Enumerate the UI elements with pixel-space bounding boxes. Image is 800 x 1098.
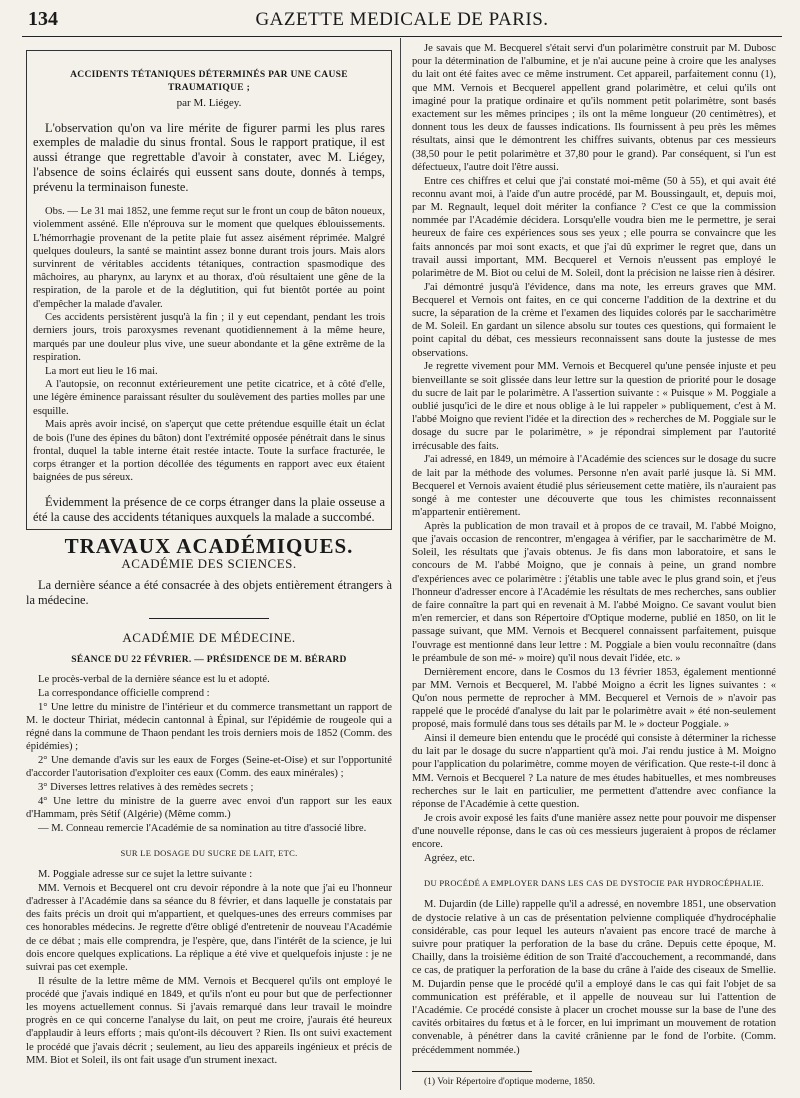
paragraph: Je crois avoir exposé les faits d'une manière assez nette pour pouvoir me dispenser d'une nouvelle réponse, dans le cas où ces messieurs jugeraient à propos de réclamer encore.	[412, 812, 776, 851]
section-rule	[149, 618, 269, 619]
paragraph: 3° Diverses lettres relatives à des remèdes secrets ;	[38, 781, 254, 793]
subsection-heading-sciences: ACADÉMIE DES SCIENCES.	[121, 556, 297, 572]
footnote: (1) Voir Répertoire d'optique moderne, 1850.	[424, 1076, 596, 1087]
left-column	[26, 42, 392, 1092]
subsection-heading-medecine: ACADÉMIE DE MÉDECINE.	[122, 629, 296, 645]
paragraph: M. Poggiale adresse sur ce sujet la lettre suivante :	[38, 869, 253, 880]
paragraph: La mort eut lieu le 16 mai.	[45, 365, 158, 377]
paragraph: 4° Une lettre du ministre de la guerre avec envoi d'un rapport sur les eaux d'Hammam, près Sétif (Algérie) (Même comm.)	[26, 795, 392, 820]
article-title: ACCIDENTS TÉTANIQUES DÉTERMINÉS PAR UNE CAUSE TRAUMATIQUE ;	[70, 70, 348, 94]
paragraph: Je regrette vivement pour MM. Vernois et Becquerel qu'une pensée injuste et peu bienveillante se soit glissée dans leur lettre sur la question de priorité pour le dosage du sucre de lait par le polarimètre. A l'assertion suivante : « Puisque » M. Poggiale a oublié jusqu'ici de le dire et nous oblige à le lui rappeler » publiquement, c'est à M. l'abbé Moigno que revient l'idée et la direction des » recherches de M. Poggiale sur le dosage du sucre par le polarimètre, » je répondrai simplement par l'autorité irrécusable des faits.	[412, 361, 776, 452]
article-intro: L'observation qu'on va lire mérite de figurer parmi les plus rares exemples de maladie du sinus frontal. Sous le rapport pratique, il est aussi étrange que regrettable d'avoir à constater, avec M. Liégey, l'absence de soins éclairés qui eussent sans doute, donnés à temps, prévenu la terminaison funeste.	[33, 120, 385, 194]
paragraph: Je savais que M. Becquerel s'était servi d'un polarimètre construit par M. Dubosc pour la détermination de l'albumine, et je n'ai aucune peine à croire que les analyses du lait ont été faites avec ce même instrument. Cet appareil, parfaitement connu (1), que MM. Vernois et Becquerel appellent grand polarimètre, et celui qu'ils ont imaginé pour la pratique ordinaire et qu'ils nomment petit polarimètre, sont basés exactement sur les mêmes principes ; ils ont la même longueur (20 centimètres), et donnent tous les deux de fausses indications. Ils fournissent à peu près les mêmes résultats, ainsi que le démontrent les chiffres suivants, obtenus par ces messieurs (38,50 pour le petit polarimètre et 37,80 pour le grand). Par conséquent, si l'un est défectueux, l'autre doit l'être aussi.	[412, 43, 776, 173]
paragraph: Dernièrement encore, dans le Cosmos du 13 février 1853, également mentionné par MM. Vernois et Becquerel, M. l'abbé Moigno a écrit les lignes suivantes : « Qu'on nous permette de reprocher à MM. Becquerel et Vernois de » n'avoir pas rappelé que le procédé d'analyse du lait par le polarimètre avait » été non-seulement proposé, mais formulé dans tous ses détails par M. le » docteur Poggiale. »	[412, 666, 776, 731]
paragraph: 1° Une lettre du ministre de l'intérieur et du commerce transmettant un rapport de M. le docteur Thiriat, médecin cantonnal à Épinal, sur l'épidémie de rougeole qui a régné dans la commune de Thaon pendant les trois derniers mois de 1852 (Comm. des épidémies) ;	[26, 701, 392, 753]
page-header	[22, 8, 782, 34]
right-column	[412, 42, 776, 1092]
page-number: 134	[28, 8, 58, 30]
paragraph: 2° Une demande d'avis sur les eaux de Forges (Seine-et-Oise) et sur l'opportunité d'accorder l'autorisation d'exploiter ces eaux (Comm. des eaux minérales) ;	[26, 755, 392, 780]
paragraph: Le procès-verbal de la dernière séance est lu et adopté.	[38, 674, 270, 686]
paragraph: Ces accidents persistèrent jusqu'à la fin ; il y eut cependant, pendant les trois derniers jours, trois paroxysmes revenant quotidiennement à la même heure, marqués par une douleur plus vive, une sueur abondante et la gêne extrême de la respiration.	[33, 312, 385, 363]
paragraph: MM. Vernois et Becquerel ont cru devoir répondre à la note que j'ai eu l'honneur d'adresser à l'Académie dans sa séance du 8 février, et dans laquelle je constatais par des faits précis un droit qui m'appartient, et quelques-unes des erreurs commises par ces honorables médecins. Je regrette d'être obligé d'entretenir de nouveau l'Académie de ce débat ; mais elle comprendra, je l'espère, que, dans l'intérêt de la science, je lui dois encore quelques explications. La réplique a été vive et quelquefois injuste : je ne suivrai pas cet exemple.	[26, 882, 392, 973]
paragraph: Agréez, etc.	[424, 852, 475, 864]
article-conclusion: Évidemment la présence de ce corps étranger dans la plaie osseuse a été la cause des accidents tétaniques auxquels la malade a succombé.	[33, 494, 385, 524]
seance-heading: SÉANCE DU 22 FÉVRIER. — PRÉSIDENCE DE M. BÉRARD	[71, 655, 347, 666]
paragraph: Obs. — Le 31 mai 1852, une femme reçut sur le front un coup de bâton noueux, violemment asséné. Elle n'éprouva sur le moment que quelques éblouissements. L'hémorrhagie provenant de la petite plaie fut assez aisément réprimée. Malgré quelques douleurs, la santé se maintint assez bonne durant trois jours. Mais alors survinrent de véritables accidents tétaniques, contraction spasmodique des mâchoires, au pharynx, au larynx et au thorax, d'où résultaient une gêne de la respiration, de la parole et de la déglutition, qui fut bientôt portée au point d'empêcher la malade d'avaler.	[33, 206, 385, 310]
paragraph: J'ai démontré jusqu'à l'évidence, dans ma note, les erreurs graves que MM. Becquerel et Vernois ont faites, en ce qui concerne l'addition de la dextrine et du sucre, la séparation de la crème et l'examen des liquides colorés par le saccharimètre de M. Soleil. En gardant un silence absolu sur toutes ces questions, qui formaient le point capital du débat, ces messieurs reconnaissent sans doute la justesse de mes observations.	[412, 281, 776, 359]
journal-title: GAZETTE MEDICALE DE PARIS.	[255, 9, 549, 30]
column-divider	[400, 38, 401, 1090]
paragraph: Mais après avoir incisé, on s'aperçut que cette prétendue esquille était un éclat de bois (l'une des épines du bâton) dont l'extrémité opposée pénétrait dans le sinus frontal, duquel la table interne était restée intacte. Toute la surface fracturée, le corps étranger et la portion décollée des téguments en rapport avec eux étaient baignées de pus séreux.	[33, 419, 385, 484]
paragraph: A l'autopsie, on reconnut extérieurement une petite cicatrice, et à côté d'elle, une légère éminence paraissant résulter du soulèvement des parties molles par une esquille.	[33, 379, 385, 417]
sucre-heading: SUR LE DOSAGE DU SUCRE DE LAIT, ETC.	[120, 847, 298, 858]
section-heading-travaux: TRAVAUX ACADÉMIQUES.	[64, 533, 354, 558]
article-author: par M. Liégey.	[176, 97, 242, 110]
paragraph: — M. Conneau remercie l'Académie de sa nomination au titre d'associé libre.	[38, 822, 367, 834]
article-box	[26, 50, 392, 530]
paragraph: La correspondance officielle comprend :	[38, 688, 210, 700]
header-rule	[22, 36, 782, 37]
paragraph: Il résulte de la lettre même de MM. Vernois et Becquerel qu'ils ont employé le procédé que j'avais indiqué en 1849, et qu'ils n'ont eu pour but que de perfectionner les moyens actuellement connus. Si j'avais remarqué dans leur travail le moindre progrès en ce qui concerne l'analyse du lait, on peut me croire, j'aurais été heureux d'applaudir à leurs efforts ; mais qu'ont-ils découvert ? Rien. Ils ont suivi exactement le procédé que j'avais décrit ; seulement, au lieu des appareils ingénieux et précis de MM. Biot et Soleil, ils ont fait usage d'un strument inexact.	[26, 975, 392, 1066]
paragraph: Ainsi il demeure bien entendu que le procédé qui consiste à déterminer la richesse du lait par le dosage du sucre n'appartient qu'à moi. J'ai rendu justice à M. Moigno pour l'application du polarimètre, comme moyen de vérification. Que reste-t-il donc à MM. Vernois et Becquerel ? La nature de mes études habituelles, et mes nombreuses recherches sur le lait en particulier, me permettent d'attendre avec confiance la réponse de l'Académie à cette question.	[412, 733, 776, 811]
footnote-rule	[412, 1071, 532, 1072]
dystocie-heading: DU PROCÉDÉ A EMPLOYER DANS LES CAS DE DYSTOCIE PAR HYDROCÉPHALIE.	[424, 878, 764, 889]
paragraph: La dernière séance a été consacrée à des objets entièrement étrangers à la médecine.	[26, 578, 392, 608]
paragraph: M. Dujardin (de Lille) rappelle qu'il a adressé, en novembre 1851, une observation de dystocie relative à un cas de présentation pelvienne compliquée d'hydrocéphalie considérable, cas pour lequel les auteurs n'avaient pas encore tracé de marche à suivre pour pratiquer la perforation de la base du crâne. Depuis cette époque, M. Chailly, dans la troisième édition de son Traité d'accouchement, a recommandé, dans ce cas, de pratiquer la perforation de la base du crâne à l'aide des ciseaux de Smellie. M. Dujardin pense que le procédé qu'il a employé dans le cas qui fait l'objet de sa communication est préférable, et il appelle de nouveau sur lui l'attention de l'Académie. Ce procédé consiste à placer un crochet mousse sur la base de l'une des cavités orbitaires du fœtus et à le forcer, en lui imprimant un mouvement de rotation convenable, à pénétrer dans la cavité crânienne par le fond de l'orbite. (Comm. précédemment nommée.)	[412, 899, 776, 1056]
paragraph: Après la publication de mon travail et à propos de ce travail, M. l'abbé Moigno, que j'avais occasion de rencontrer, m'engagea à vérifier, par le saccharimètre de M. Soleil, les résultats que j'avais obtenus. Je fis dans mon laboratoire, et sans le concours de M. l'abbé Moigno, que je connais à peine, un grand nombre d'expériences avec ce polarimètre : j'établis une table avec le plus grand soin, et j'eus l'honneur d'adresser encore à l'Académie les résultats de mes recherches, sans oublier de faire connaître la part qui en revenait à M. l'abbé Moigno. Ce savant voulut bien m'en remercier, et dans son Répertoire d'Optique moderne, publié en 1850, on lit le passage suivant, que MM. Vernois et Becquerel connaissent parfaitement, puisque l'ouvrage est mentionné dans leur lettre : M. Poggiale a bien voulu reconnaître (dans le préambule de son mé- » moire) qu'il nous devait l'idée, etc. »	[412, 520, 776, 664]
paragraph: Entre ces chiffres et celui que j'ai constaté moi-même (50 à 55), et qui avait été reconnu avant moi, à l'aide d'un autre procédé, par M. Boussingault, et, depuis moi, par M. Regnault, lequel doit mériter la confiance ? C'est ce que la commission nommée par l'Académie décidera. Lorsqu'elle voudra bien me le permettre, je serai heureux de faire ces expériences sous ses yeux ; elle pourra se convaincre que les faits annoncés par moi sont exacts, et que j'ai dû exprimer le regret que, dans un travail aussi important, MM. Becquerel et Vernois n'eussent pas employé le polarimètre de M. Biot ou celui de M. Soleil, dont la précision ne laisse rien à désirer.	[412, 175, 776, 279]
paragraph: J'ai adressé, en 1849, un mémoire à l'Académie des sciences sur le dosage du sucre de lait par la méthode des volumes. Personne n'en avait parlé jusque là. Si MM. Becquerel et Vernois avaient étudié plus sérieusement cette matière, ils n'auraient pas songé à me contester une découverte que tous les chimistes reconnaissent m'appartenir entièrement.	[412, 454, 776, 519]
